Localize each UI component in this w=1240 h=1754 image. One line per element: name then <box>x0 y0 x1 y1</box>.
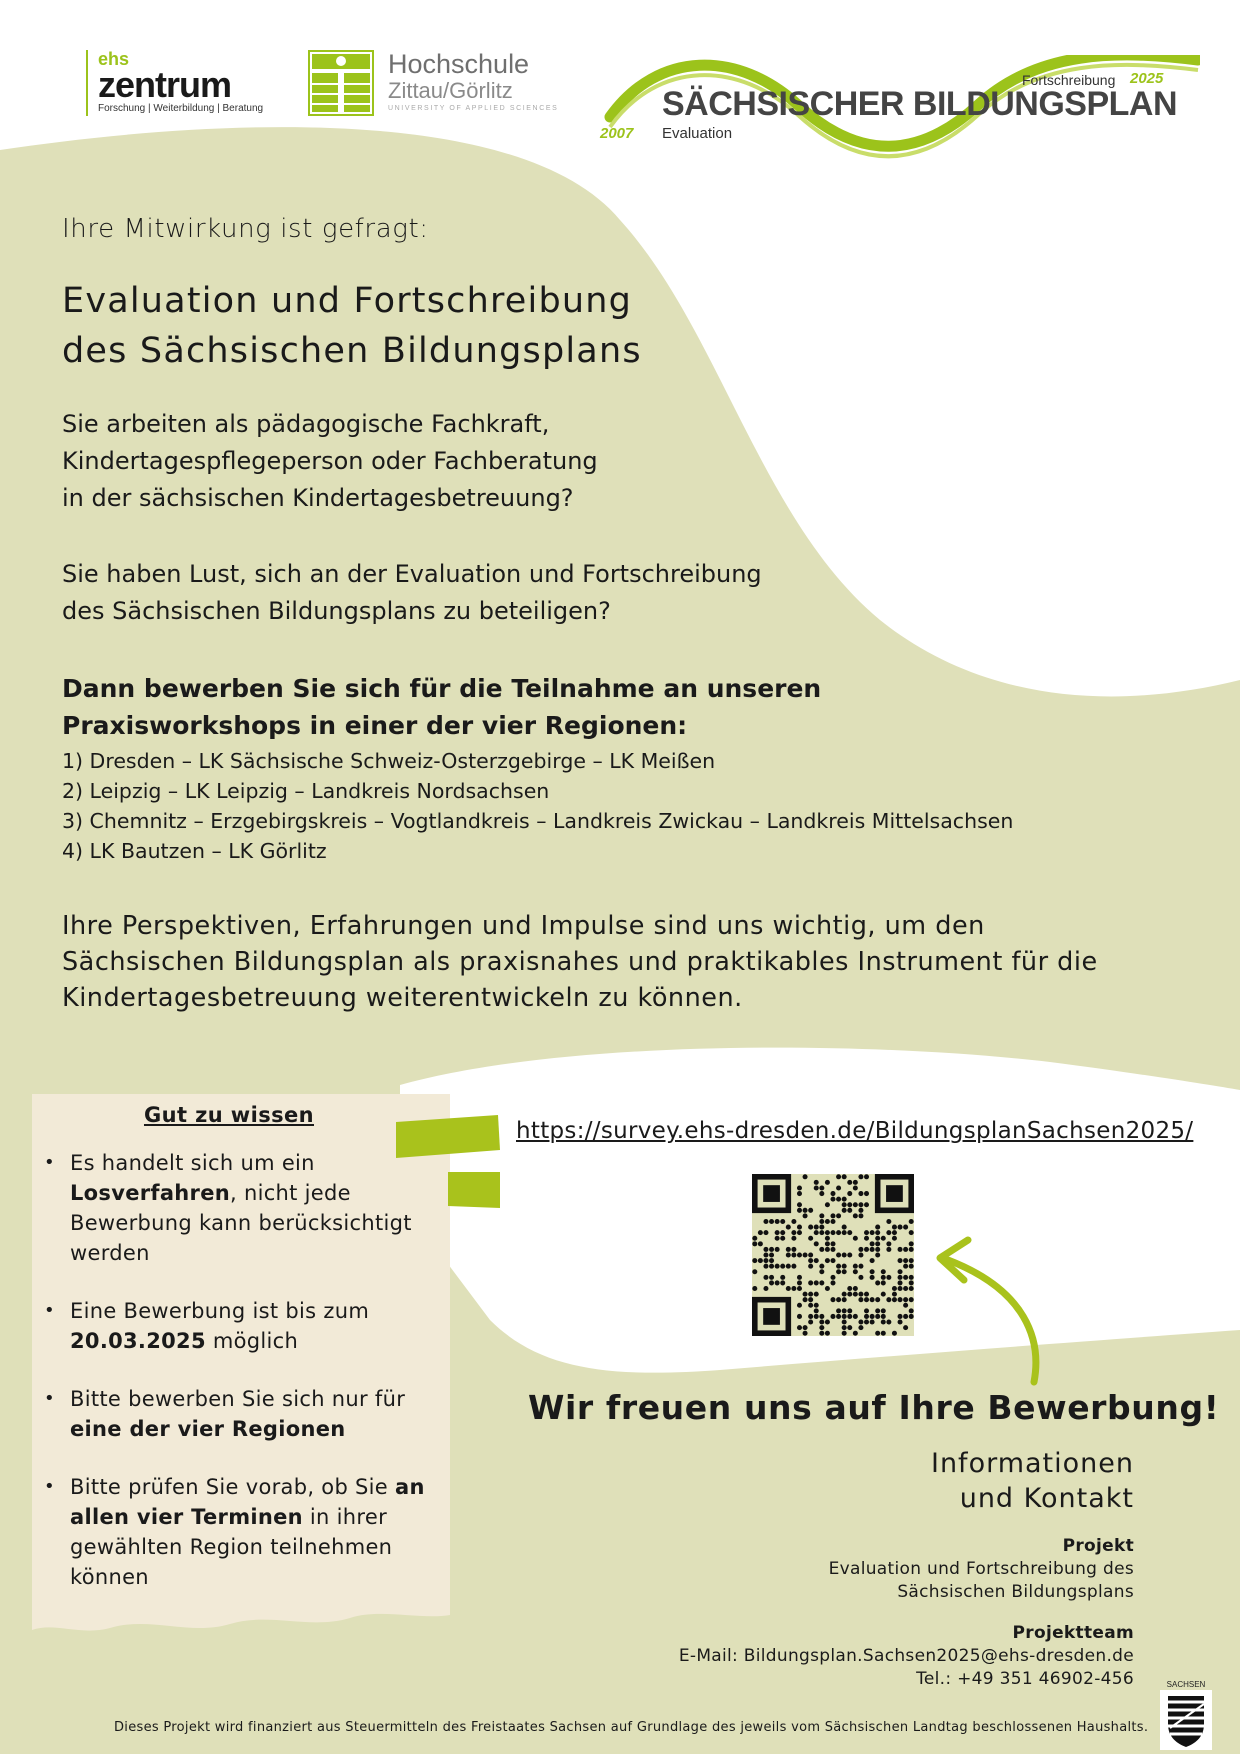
good-to-know-box <box>32 1094 450 1619</box>
team-info <box>679 1622 1134 1691</box>
impulse-line: Sächsischen Bildungsplan als praxisnahes und praktikables Instrument für die <box>62 947 1098 977</box>
contact-phone[interactable]: Tel.: +49 351 46902-456 <box>916 1669 1134 1689</box>
hochschule-location: Zittau/Görlitz <box>388 78 513 103</box>
audience-paragraph <box>62 406 598 517</box>
impulse-paragraph <box>62 908 1098 1016</box>
contact-heading-line: und Kontakt <box>959 1483 1134 1514</box>
bildungsplan-logo <box>598 55 1200 160</box>
info-item: • Bitte prüfen Sie vorab, ob Sie an allen vier Terminen in ihrer gewählten Region teilnehmen können <box>44 1472 444 1592</box>
motivation-line: des Sächsischen Bildungsplans zu beteiligen? <box>62 597 611 625</box>
info-item: • Es handelt sich um ein Losverfahren, nicht jede Bewerbung kann berücksichtigt werden <box>44 1148 444 1268</box>
project-name-line: Sächsischen Bildungsplans <box>897 1582 1134 1602</box>
bildungsplan-title: SÄCHSISCHER BILDUNGSPLAN <box>662 85 1178 123</box>
page-title-line: Evaluation und Fortschreibung <box>62 281 633 321</box>
good-to-know-list <box>44 1148 444 1620</box>
funding-footer: Dieses Projekt wird finanziert aus Steuermitteln des Freistaates Sachsen auf Grundlage des jeweils vom Sächsischen Landtag beschlossenen Haushalts. <box>114 1720 1149 1735</box>
hochschule-mark-icon <box>308 50 374 116</box>
welcome-heading: Wir freuen uns auf Ihre Bewerbung! <box>528 1388 1220 1427</box>
audience-line: in der sächsischen Kindertagesbetreuung? <box>62 484 574 512</box>
page-title <box>62 276 642 376</box>
hochschule-logo <box>308 50 558 116</box>
project-name-line: Evaluation und Fortschreibung des <box>828 1559 1134 1579</box>
audience-line: Kindertagespflegeperson oder Fachberatung <box>62 447 598 475</box>
cta-line: Dann bewerben Sie sich für die Teilnahme an unseren <box>62 674 822 703</box>
info-item: • Eine Bewerbung ist bis zum 20.03.2025 möglich <box>44 1296 444 1356</box>
hochschule-name: Hochschule <box>388 49 530 79</box>
contact-heading <box>931 1446 1134 1516</box>
survey-link[interactable]: https://survey.ehs-dresden.de/BildungsplanSachsen2025/ <box>516 1118 1194 1144</box>
sachsen-label: SACHSEN <box>1166 1680 1206 1689</box>
ehs-logo-tagline: Forschung | Weiterbildung | Beratung <box>98 103 264 114</box>
audience-line: Sie arbeiten als pädagogische Fachkraft, <box>62 410 550 438</box>
bildungsplan-fortschreibung: Fortschreibung <box>1022 72 1116 88</box>
arrow-icon <box>930 1230 1050 1390</box>
page-title-line: des Sächsischen Bildungsplans <box>62 331 642 371</box>
call-to-action <box>62 670 821 744</box>
motivation-paragraph <box>62 556 762 630</box>
motivation-line: Sie haben Lust, sich an der Evaluation und Fortschreibung <box>62 560 762 588</box>
qr-code-icon[interactable] <box>752 1174 914 1336</box>
impulse-line: Kindertagesbetreuung weiterentwickeln zu können. <box>62 983 743 1013</box>
contact-email[interactable]: E-Mail: Bildungsplan.Sachsen2025@ehs-dresden.de <box>678 1646 1134 1666</box>
bildungsplan-year-end: 2025 <box>1130 70 1164 87</box>
bildungsplan-evaluation: Evaluation <box>662 125 733 142</box>
team-label: Projektteam <box>1012 1623 1134 1643</box>
bildungsplan-year-start: 2007 <box>600 125 634 142</box>
impulse-line: Ihre Perspektiven, Erfahrungen und Impulse sind uns wichtig, um den <box>62 911 985 941</box>
sachsen-logo <box>1160 1680 1212 1750</box>
ehs-logo-small: ehs <box>98 49 130 69</box>
region-item: 4) LK Bautzen – LK Görlitz <box>62 839 327 863</box>
good-to-know-title: Gut zu wissen <box>143 1103 314 1127</box>
hochschule-subtitle: UNIVERSITY OF APPLIED SCIENCES <box>388 105 559 112</box>
info-item: • Bitte bewerben Sie sich nur für eine der vier Regionen <box>44 1384 444 1444</box>
cta-line: Praxisworkshops in einer der vier Regionen: <box>62 711 688 740</box>
region-item: 2) Leipzig – LK Leipzig – Landkreis Nordsachsen <box>62 779 550 803</box>
intro-text: Ihre Mitwirkung ist gefragt: <box>62 214 429 244</box>
region-item: 3) Chemnitz – Erzgebirgskreis – Vogtlandkreis – Landkreis Zwickau – Landkreis Mittelsachsen <box>62 809 1014 833</box>
ehs-logo-big: zentrum <box>98 64 232 105</box>
project-label: Projekt <box>1062 1536 1134 1556</box>
lime-tape-bottom <box>448 1172 500 1208</box>
ehs-zentrum-logo <box>86 50 263 116</box>
sachsen-coat-of-arms-icon <box>1160 1680 1212 1750</box>
region-item: 1) Dresden – LK Sächsische Schweiz-Osterzgebirge – LK Meißen <box>62 749 716 773</box>
contact-heading-line: Informationen <box>930 1448 1134 1479</box>
regions-list <box>62 746 1013 866</box>
project-info <box>829 1535 1134 1604</box>
